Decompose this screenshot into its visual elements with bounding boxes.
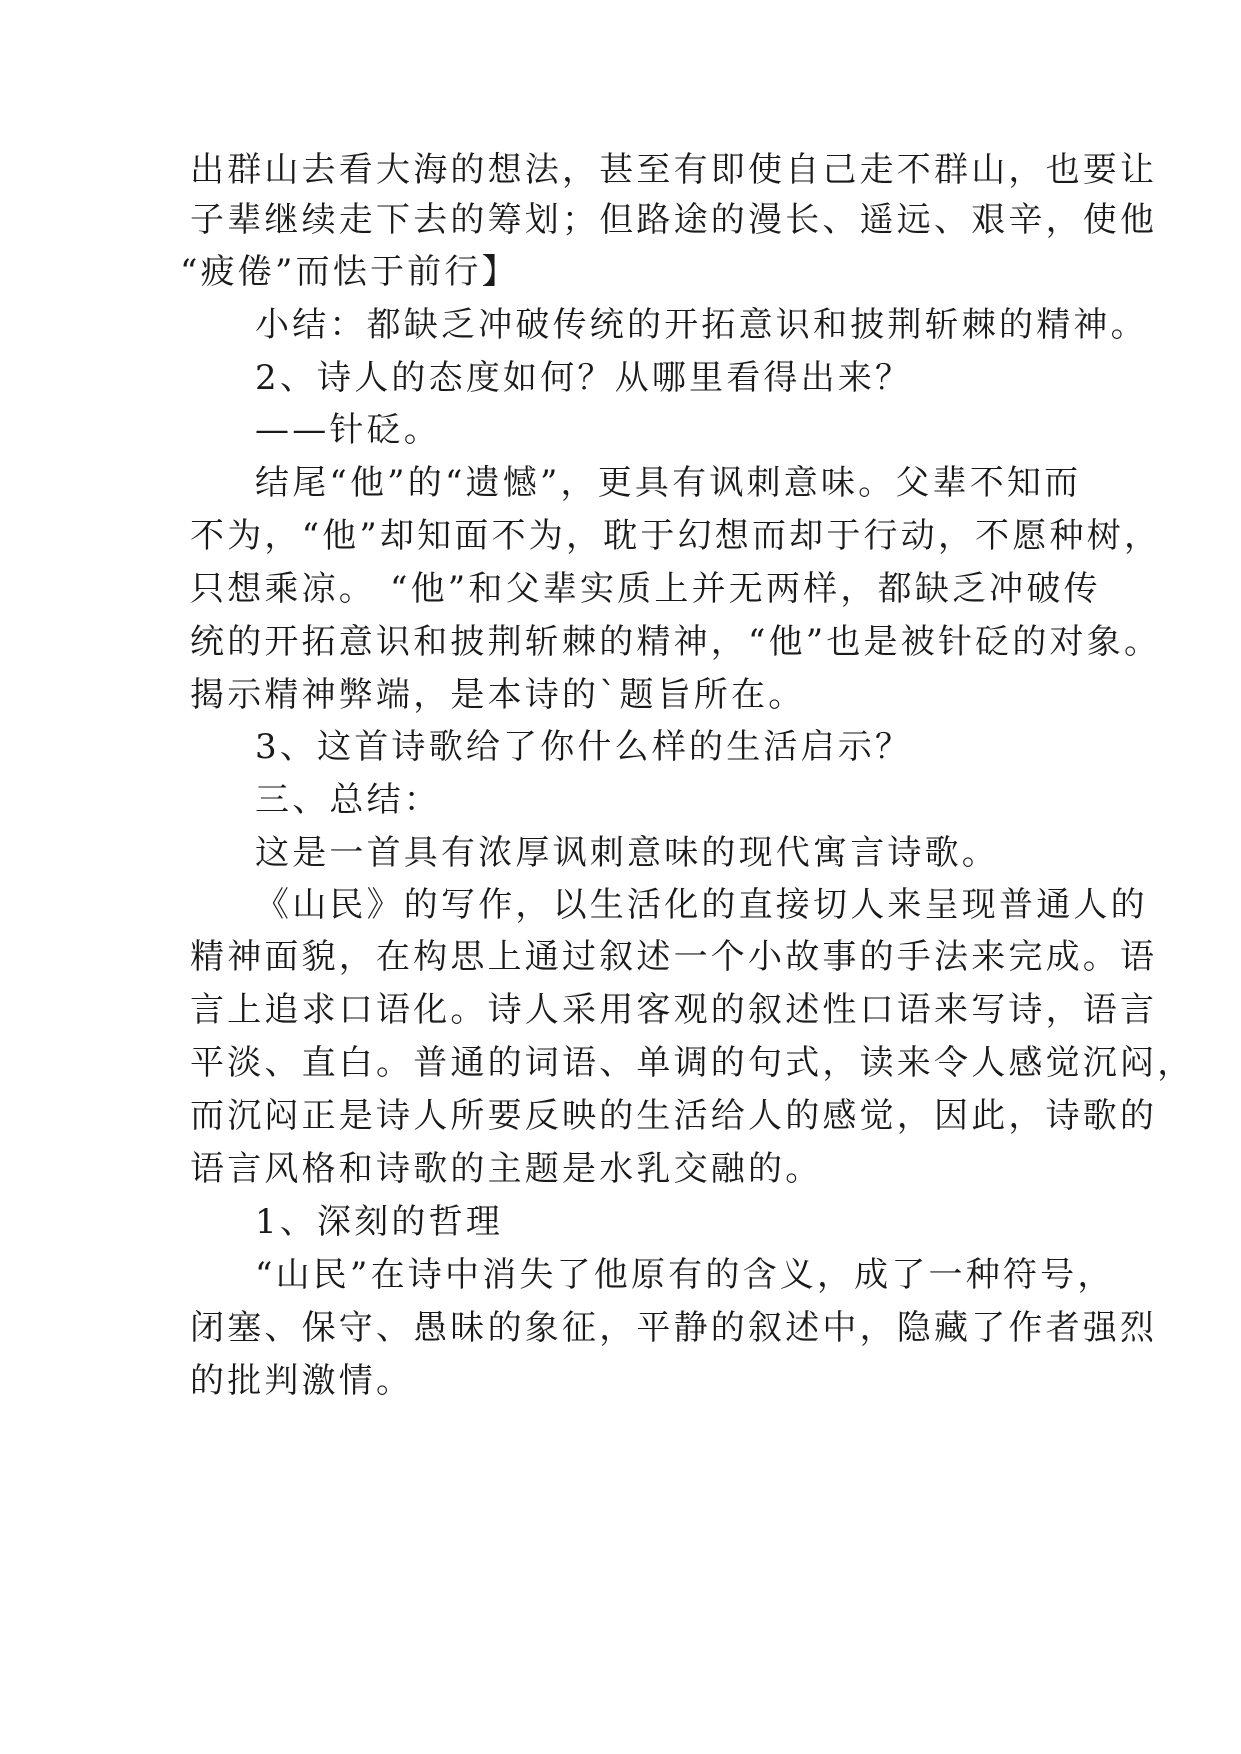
text-line: 平淡、直白。普通的词语、单调的句式，读来令人感觉沉闷， [190, 1043, 1195, 1083]
text-line: 而沉闷正是诗人所要反映的生活给人的感觉，因此，诗歌的 [190, 1096, 1158, 1136]
text-line: 小结：都缺乏冲破传统的开拓意识和披荆斩棘的精神。 [255, 305, 1148, 345]
text-line: 这是一首具有浓厚讽刺意味的现代寓言诗歌。 [255, 833, 999, 873]
text-line: 2、诗人的态度如何？从哪里看得出来？ [255, 358, 913, 398]
text-line: 结尾“他”的“遗憾”，更具有讽刺意味。父辈不知而 [255, 463, 1082, 503]
text-line: 3、这首诗歌给了你什么样的生活启示？ [255, 727, 913, 767]
text-line: 的批判激情。 [190, 1361, 414, 1401]
text-line: 不为，“他”却知面不为，耽于幻想而却于行动，不愿种树， [190, 516, 1162, 556]
text-line: 语言风格和诗歌的主题是水乳交融的。 [190, 1149, 823, 1189]
text-line: 精神面貌，在构思上通过叙述一个小故事的手法来完成。语 [190, 937, 1158, 977]
text-line: 《山民》的写作，以生活化的直接切人来呈现普通人的 [255, 885, 1148, 925]
text-line: “山民”在诗中消失了他原有的含义，成了一种符号， [255, 1255, 1115, 1295]
text-line: 言上追求口语化。诗人采用客观的叙述性口语来写诗，语言 [190, 990, 1158, 1030]
text-line: “疲倦”而怯于前行】 [180, 252, 519, 292]
text-line: 子辈继续走下去的筹划；但路途的漫长、遥远、艰辛，使他 [190, 200, 1158, 240]
text-line: 出群山去看大海的想法，甚至有即使自己走不群山，也要让 [190, 150, 1158, 190]
text-line: 揭示精神弊端，是本诗的`题旨所在。 [190, 675, 806, 715]
section-heading: 1、深刻的哲理 [255, 1202, 504, 1242]
text-line: 只想乘凉。 “他”和父辈实质上并无两样，都缺乏冲破传 [190, 569, 1101, 609]
text-line: ——针砭。 [255, 410, 441, 450]
text-line: 统的开拓意识和披荆斩棘的精神，“他”也是被针砭的对象。 [190, 622, 1162, 662]
text-line: 闭塞、保守、愚昧的象征，平静的叙述中，隐藏了作者强烈 [190, 1308, 1158, 1348]
section-heading: 三、总结： [255, 780, 441, 820]
